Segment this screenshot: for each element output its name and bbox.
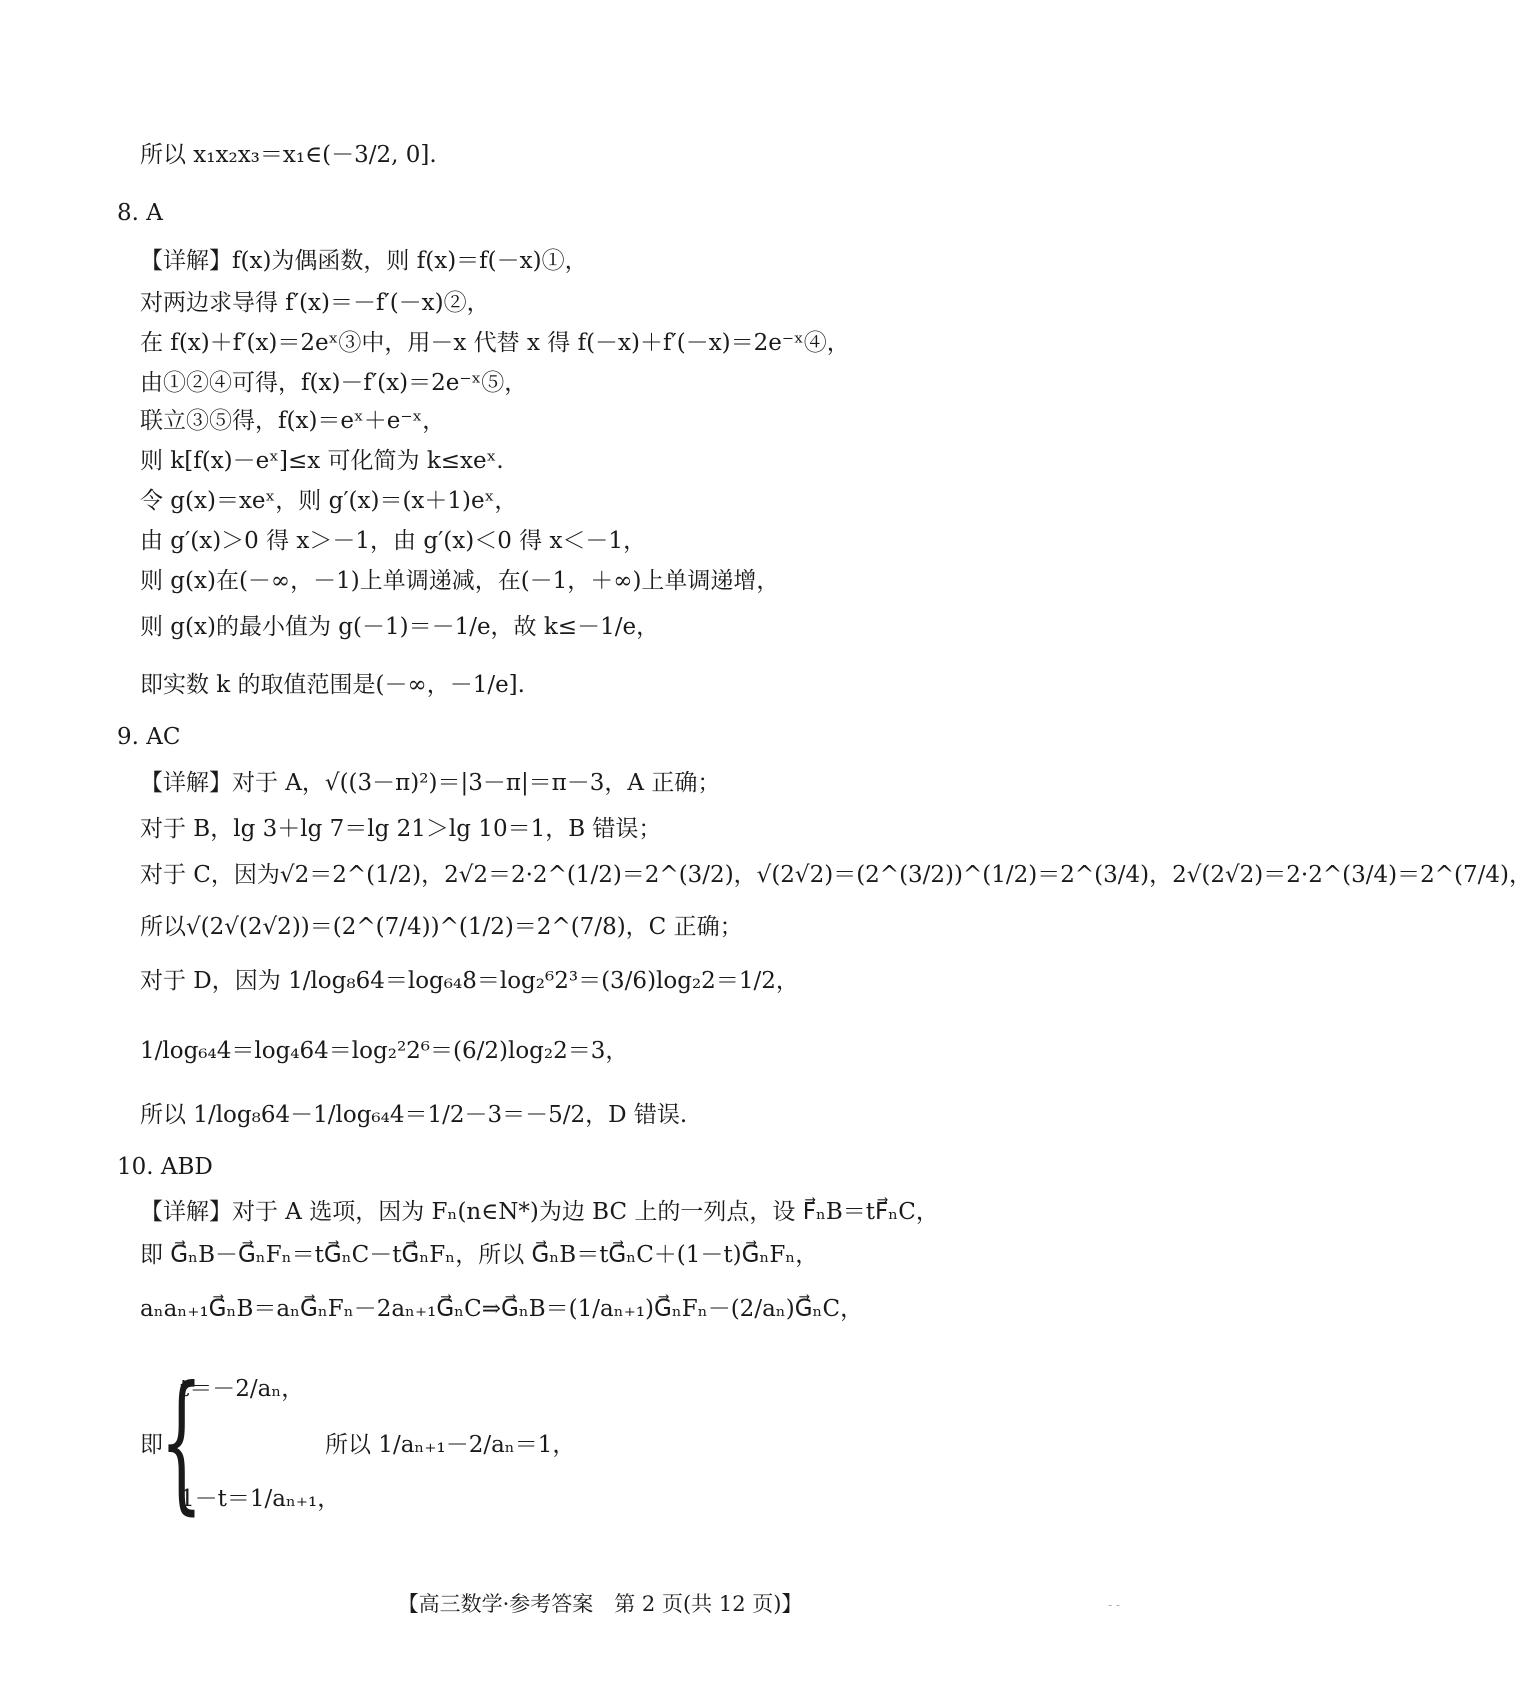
answer-line: 所以 x₁x₂x₃＝x₁∈(－3/2, 0]. bbox=[140, 142, 437, 168]
answer-line: 则 g(x)在(－∞，－1)上单调递减，在(－1，＋∞)上单调递增， bbox=[140, 568, 780, 594]
answer-line: 令 g(x)＝xeˣ，则 g′(x)＝(x＋1)eˣ， bbox=[140, 488, 518, 514]
answer-line: 【详解】对于 A 选项，因为 Fₙ(n∈N*)为边 BC 上的一列点，设 F⃗ₙB＝tF⃗ₙC， bbox=[140, 1199, 939, 1225]
answer-line: 所以 1/log₈64－1/log₆₄4＝1/2－3＝－5/2，D 错误. bbox=[140, 1102, 688, 1128]
question-number: 8. A bbox=[117, 200, 163, 226]
answer-line: 所以√(2√(2√2))＝(2^(7/4))^(1/2)＝2^(7/8)，C 正确； bbox=[140, 914, 743, 940]
answer-line: 在 f(x)＋f′(x)＝2eˣ③中，用－x 代替 x 得 f(－x)＋f′(－x)＝2e⁻ˣ④， bbox=[140, 330, 850, 356]
system-result: 所以 1/aₙ₊₁－2/aₙ＝1， bbox=[325, 1432, 576, 1458]
answer-line: 【详解】f(x)为偶函数，则 f(x)＝f(－x)①， bbox=[140, 248, 588, 274]
answer-line: 1/log₆₄4＝log₄64＝log₂²2⁶＝(6/2)log₂2＝3， bbox=[140, 1038, 629, 1064]
answer-line: 由 g′(x)＞0 得 x＞－1，由 g′(x)＜0 得 x＜－1， bbox=[140, 528, 647, 554]
left-brace: { bbox=[160, 1355, 203, 1529]
answer-line: 即实数 k 的取值范围是(－∞，－1/e]. bbox=[140, 672, 525, 698]
answer-line: 对两边求导得 f′(x)＝－f′(－x)②， bbox=[140, 290, 490, 316]
page-footer: 【高三数学·参考答案 第 2 页(共 12 页)】 bbox=[397, 1592, 803, 1616]
answer-line: 联立③⑤得，f(x)＝eˣ＋e⁻ˣ， bbox=[140, 408, 446, 434]
answer-line: 则 k[f(x)－eˣ]≤x 可化简为 k≤xeˣ. bbox=[140, 448, 504, 474]
question-number: 10. ABD bbox=[117, 1154, 213, 1180]
question-number: 9. AC bbox=[117, 724, 181, 750]
system-prefix: 即 bbox=[140, 1432, 163, 1458]
answer-line: aₙaₙ₊₁G⃗ₙB＝aₙG⃗ₙFₙ－2aₙ₊₁G⃗ₙC⇒G⃗ₙB＝(1/aₙ₊₁)G⃗ₙFₙ－(2/aₙ)G⃗ₙC， bbox=[140, 1296, 864, 1322]
answer-line: 对于 C，因为√2＝2^(1/2)，2√2＝2·2^(1/2)＝2^(3/2)，√(2√2)＝(2^(3/2))^(1/2)＝2^(3/4)，2√(2√2)＝2·2^(3/4)＝2^(7/4)， bbox=[140, 862, 1532, 888]
system-equation-1: t＝－2/aₙ， bbox=[180, 1376, 305, 1402]
answer-line: 由①②④可得，f(x)－f′(x)＝2e⁻ˣ⑤， bbox=[140, 370, 528, 396]
system-equation-2: 1－t＝1/aₙ₊₁， bbox=[180, 1486, 341, 1512]
corner-mark: - - bbox=[1108, 1598, 1120, 1612]
answer-line: 则 g(x)的最小值为 g(－1)＝－1/e，故 k≤－1/e， bbox=[140, 614, 660, 640]
answer-line: 即 G⃗ₙB－G⃗ₙFₙ＝tG⃗ₙC－tG⃗ₙFₙ，所以 G⃗ₙB＝tG⃗ₙC＋(1－t)G⃗ₙFₙ， bbox=[140, 1242, 819, 1268]
answer-line: 对于 D，因为 1/log₈64＝log₆₄8＝log₂⁶2³＝(3/6)log₂2＝1/2， bbox=[140, 968, 799, 994]
answer-line: 对于 B，lg 3＋lg 7＝lg 21＞lg 10＝1，B 错误； bbox=[140, 816, 662, 842]
answer-line: 【详解】对于 A，√((3－π)²)＝|3－π|＝π－3，A 正确； bbox=[140, 770, 721, 796]
